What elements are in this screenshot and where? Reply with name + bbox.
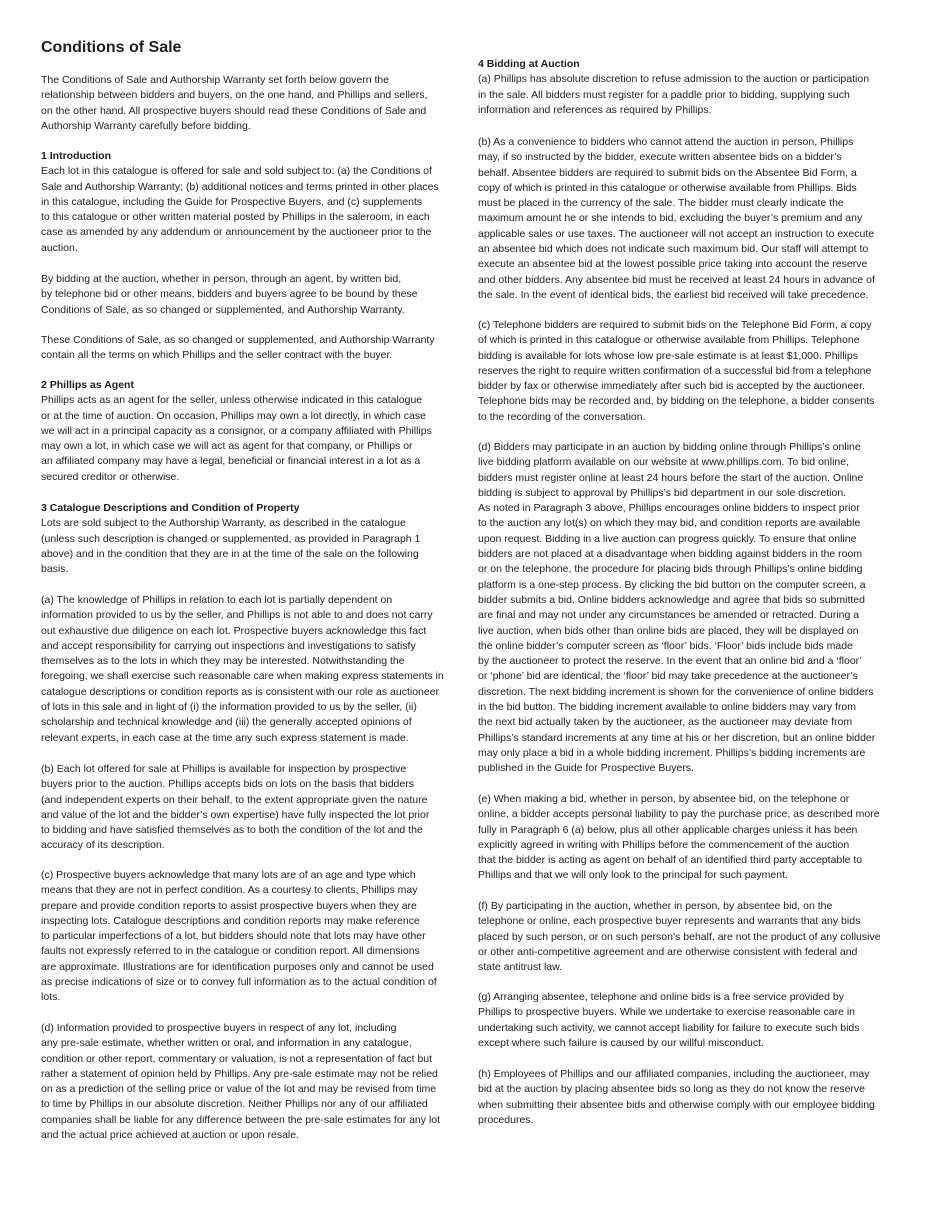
- text-line: (a) The knowledge of Phillips in relation to each lot is partially dependent on: [41, 594, 393, 606]
- text-line: or other anti-competitive agreement and are otherwise consistent with federal and: [478, 945, 858, 958]
- text-line: themselves as to the lots in which they may be interested. Notwithstanding the: [41, 655, 405, 668]
- text-line: or ‘phone’ bid are identical, the ‘floor’ bid may take precedence at the auctioneer’s: [478, 670, 858, 683]
- text-line: bid at the auction by placing absentee bids so long as they do not know the reserve: [478, 1083, 866, 1096]
- text-line: above) and in the condition that they are in at the time of the sale on the following: [41, 547, 419, 560]
- text-line: relevant experts, in each case at the time any such express statement is made.: [41, 731, 409, 744]
- text-line: live auction, when bids other than online bids are placed, they will be displayed on: [478, 624, 859, 637]
- text-line: copy of which is printed in this catalogue or otherwise available from Phillips. Bids: [478, 181, 857, 194]
- text-line: bidder by fax or otherwise immediately after such bid is accepted by the auctioneer.: [478, 380, 865, 393]
- text-line: auction.: [41, 241, 78, 254]
- text-line: and the actual price achieved at auction or upon resale.: [41, 1129, 300, 1142]
- text-line: any pre-sale estimate, whether written or oral, and information in any catalogue,: [41, 1037, 412, 1050]
- paragraph: [478, 990, 892, 1051]
- text-line: upon request. Bidding in a live auction can progress quickly. To ensure that online: [478, 532, 857, 545]
- text-line: in this catalogue, including the Guide for Prospective Buyers, and (c) supplements: [41, 195, 423, 208]
- text-line: case as amended by any addendum or announcement by the auctioneer prior to the: [41, 226, 432, 239]
- section-heading: 4 Bidding at Auction: [478, 58, 580, 70]
- text-line: scholarship and technical knowledge and (iii) the generally accepted opinions of: [41, 716, 412, 729]
- text-line: an absentee bid which does not indicate such maximum bid. Our staff will attempt to: [478, 243, 869, 256]
- text-line: to bidding and have satisfied themselves as to both the condition of the lot and the: [41, 824, 423, 837]
- text-line: Phillips acts as an agent for the seller, unless otherwise indicated in this catalogue: [41, 394, 423, 407]
- paragraph: [41, 1021, 461, 1143]
- text-line: information and references as required by Phillips.: [478, 103, 712, 116]
- text-line: must be placed in the currency of the sale. The bidder must clearly indicate the: [478, 197, 844, 210]
- text-line: or at the time of auction. On occasion, Phillips may own a lot directly, in which case: [41, 409, 426, 422]
- text-line: By bidding at the auction, whether in person, through an agent, by written bid,: [41, 273, 402, 285]
- section: [478, 57, 892, 118]
- text-line: or on the telephone, the procedure for placing bids through Phillips’s online bidding: [478, 563, 863, 576]
- text-line: (h) Employees of Phillips and our affiliated companies, including the auctioneer, may: [478, 1068, 870, 1080]
- text-line: Sale and Authorship Warranty; (b) additional notices and terms printed in other places: [41, 180, 439, 193]
- text-line: Lots are sold subject to the Authorship Warranty, as described in the catalogue: [41, 517, 406, 530]
- text-line: the online bidder’s computer screen as ‘floor’ bids. ‘Floor’ bids include bids made: [478, 639, 853, 652]
- paragraph: [41, 73, 461, 134]
- text-line: as precise indications of size or to convey full information as to the actual condition of: [41, 976, 437, 989]
- text-line: (and independent experts on their behalf, to the extent appropriate given the nature: [41, 793, 428, 806]
- text-line: bidders must register online at least 24 hours before the start of the auction. Online: [478, 471, 864, 484]
- text-line: applicable sales or use taxes. The auctioneer will not accept an instruction to execute: [478, 227, 875, 240]
- text-line: execute an absentee bid at the lowest possible price taking into account the reserve: [478, 258, 868, 271]
- text-line: Authorship Warranty carefully before bidding.: [41, 119, 251, 132]
- text-line: lots.: [41, 991, 61, 1004]
- text-line: (unless such description is changed or supplemented, as provided in Paragraph 1: [41, 532, 421, 545]
- text-line: foregoing, we shall exercise such reasonable care when making express statements in: [41, 670, 444, 683]
- text-line: except where such failure is caused by our willful misconduct.: [478, 1036, 764, 1049]
- text-line: by the auctioneer to protect the reserve. In the event that an online bid and a ‘floor’: [478, 655, 862, 668]
- text-line: information provided to us by the seller, and Phillips is not able to and does not carry: [41, 609, 433, 622]
- paragraph: [41, 868, 461, 1006]
- text-line: live bidding platform available on our website at www.phillips.com. To bid online,: [478, 456, 850, 469]
- text-line: (d) Bidders may participate in an auction by bidding online through Phillips’s online: [478, 441, 861, 453]
- text-line: relationship between bidders and buyers, on the one hand, and Phillips and sellers,: [41, 89, 428, 102]
- text-line: behalf. Absentee bidders are required to submit bids on the Absentee Bid Form, a: [478, 166, 857, 179]
- text-line: accuracy of its description.: [41, 839, 165, 852]
- text-line: catalogue descriptions or condition reports as is consistent with our role as auctioneer: [41, 685, 440, 698]
- section: [41, 378, 461, 485]
- text-line: (g) Arranging absentee, telephone and online bids is a free service provided by: [478, 991, 844, 1003]
- text-line: are approximate. Illustrations are for identification purposes only and cannot be used: [41, 960, 434, 973]
- paragraph: [41, 762, 461, 854]
- text-line: (c) Telephone bidders are required to submit bids on the Telephone Bid Form, a copy: [478, 319, 872, 331]
- paragraph: [478, 899, 892, 975]
- paragraph: [478, 318, 892, 425]
- text-line: to particular imperfections of a lot, but bidders should note that lots may have other: [41, 930, 426, 943]
- text-line: by telephone bid or other means, bidders and buyers agree to be bound by these: [41, 288, 418, 301]
- text-line: prepare and provide condition reports to assist prospective buyers when they are: [41, 899, 417, 912]
- section-heading: 1 Introduction: [41, 150, 111, 162]
- text-line: to the recording of the conversation.: [478, 410, 646, 423]
- text-line: when submitting their absentee bids and otherwise comply with our employee bidding: [478, 1098, 875, 1111]
- text-line: an affiliated company may have a legal, beneficial or financial interest in a lot as a: [41, 455, 421, 468]
- text-line: telephone or online, each prospective buyer represents and warrants that any bids: [478, 915, 861, 928]
- text-line: to this catalogue or other written material posted by Phillips in the saleroom, in each: [41, 211, 430, 224]
- text-line: (e) When making a bid, whether in person, by absentee bid, on the telephone or: [478, 793, 850, 805]
- paragraph: [478, 1067, 892, 1128]
- text-line: Conditions of Sale, as so changed or supplemented, and Authorship Warranty.: [41, 303, 405, 316]
- text-line: Phillips’s standard increments at any time at his or her discretion, but an online bidder: [478, 731, 876, 744]
- text-line: online, a bidder accepts personal liability to pay the purchase price, as described more: [478, 808, 880, 821]
- paragraph: [478, 135, 892, 303]
- text-line: state antitrust law.: [478, 961, 563, 974]
- text-line: (b) Each lot offered for sale at Phillips is available for inspection by prospective: [41, 763, 407, 775]
- section: [41, 149, 461, 256]
- text-line: may own a lot, in which case we will act as agent for that company, or Phillips or: [41, 440, 413, 453]
- text-line: bidding is subject to approval by Phillips’s bid department in our sole discretion.: [478, 486, 847, 499]
- text-line: rather a statement of opinion held by Phillips. Any pre-sale estimate may not be relied: [41, 1067, 438, 1080]
- text-line: Phillips to prospective buyers. While we undertake to exercise reasonable care in: [478, 1006, 856, 1019]
- section-heading: 2 Phillips as Agent: [41, 379, 134, 391]
- text-line: Each lot in this catalogue is offered for sale and sold subject to: (a) the Conditions of: [41, 165, 432, 178]
- text-line: bidding is available for lots whose low pre-sale estimate is at least $1,000. Phillips: [478, 349, 858, 362]
- text-line: to the auction any lot(s) on which they may bid, and condition reports are available: [478, 517, 861, 530]
- text-line: basis.: [41, 563, 69, 576]
- text-line: contain all the terms on which Phillips and the seller contract with the buyer.: [41, 349, 393, 362]
- text-line: and accept responsibility for carrying out inspections and investigations to satisfy: [41, 639, 416, 652]
- text-line: that the bidder is acting as agent on behalf of an identified third party acceptable to: [478, 854, 863, 867]
- text-line: procedures.: [478, 1113, 534, 1126]
- text-line: and value of the lot and the bidder’s own expertise) have fully inspected the lot prior: [41, 808, 430, 821]
- text-line: (a) Phillips has absolute discretion to refuse admission to the auction or participation: [478, 73, 870, 86]
- text-line: the sale. In the event of identical bids, the earliest bid received will take precedence.: [478, 288, 869, 301]
- paragraph: [478, 792, 892, 884]
- paragraph: [41, 593, 461, 746]
- text-line: are final and may not under any circumstances be amended or retracted. During a: [478, 609, 860, 622]
- text-line: means that they are not in perfect condition. As a courtesy to clients, Phillips may: [41, 884, 418, 897]
- text-line: inspecting lots. Catalogue descriptions and condition reports may make reference: [41, 914, 420, 927]
- text-line: condition or other report, commentary or valuation, is not a representation of fact but: [41, 1052, 433, 1065]
- text-line: published in the Guide for Prospective Buyers.: [478, 762, 694, 775]
- text-line: companies shall be liable for any difference between the pre-sale estimates for any lot: [41, 1113, 441, 1126]
- text-line: in the bid button. The bidding increment available to online bidders may vary from: [478, 701, 857, 714]
- text-line: out exhaustive due diligence on each lot. Prospective buyers acknowledge this fact: [41, 624, 427, 637]
- text-line: platform is a one-step process. By clicking the bid button on the computer screen, a: [478, 578, 866, 591]
- paragraph: [41, 333, 461, 364]
- text-line: bidders are not placed at a disadvantage when bidding against bidders in the room: [478, 548, 863, 561]
- text-line: The Conditions of Sale and Authorship Warranty set forth below govern the: [41, 74, 390, 86]
- paragraph: [41, 272, 461, 318]
- text-line: (f) By participating in the auction, whether in person, by absentee bid, on the: [478, 900, 833, 912]
- text-line: on as a prediction of the selling price or value of the lot and may be revised from time: [41, 1083, 437, 1096]
- text-line: discretion. The next bidding increment is shown for the convenience of online bidders: [478, 685, 874, 698]
- text-line: secured creditor or otherwise.: [41, 470, 180, 483]
- text-line: (b) As a convenience to bidders who cannot attend the auction in person, Phillips: [478, 136, 854, 148]
- text-line: These Conditions of Sale, as so changed or supplemented, and Authorship Warranty: [41, 334, 435, 346]
- text-line: of which is printed in this catalogue or otherwise available from Phillips. Telephone: [478, 334, 860, 347]
- text-line: may only place a bid in a whole bidding increment. Phillips’s bidding increments are: [478, 746, 866, 759]
- text-line: to time by Phillips in our absolute discretion. Neither Phillips nor any of our affiliated: [41, 1098, 428, 1111]
- section: [41, 501, 461, 577]
- text-line: fully in Paragraph 6 (a) below, plus all other applicable charges unless it has been: [478, 823, 858, 836]
- text-line: on the other hand. All prospective buyers should read these Conditions of Sale and: [41, 104, 427, 117]
- text-line: the next bid actually taken by the auctioneer, as the auctioneer may deviate from: [478, 716, 853, 729]
- text-line: (d) Information provided to prospective buyers in respect of any lot, including: [41, 1022, 397, 1034]
- text-line: undertaking such activity, we cannot accept liability for failure to execute such bids: [478, 1021, 860, 1034]
- text-line: maximum amount he or she intends to bid, excluding the buyer’s premium and any: [478, 212, 863, 225]
- text-line: of lots in this sale and in light of (i) the information provided to us by the seller, (ii): [41, 701, 417, 714]
- page-title: Conditions of Sale: [41, 39, 182, 56]
- text-line: faults not expressly referred to in the catalogue or condition report. All dimensions: [41, 945, 420, 958]
- text-line: (c) Prospective buyers acknowledge that many lots are of an age and type which: [41, 869, 416, 881]
- text-line: buyers prior to the auction. Phillips accepts bids on lots on the basis that bidders: [41, 778, 414, 791]
- text-line: we will act in a principal capacity as a consignor, or a company affiliated with Phillips: [41, 424, 432, 437]
- text-line: As noted in Paragraph 3 above, Phillips encourages online bidders to inspect prior: [478, 502, 860, 515]
- text-line: explicitly agreed in writing with Phillips before the commencement of the auction: [478, 838, 850, 851]
- paragraph: [478, 440, 892, 777]
- text-line: Phillips and that we will only look to the principal for such payment.: [478, 869, 788, 882]
- section-heading: 3 Catalogue Descriptions and Condition of Property: [41, 502, 300, 514]
- text-line: bidder submits a bid. Online bidders acknowledge and agree that bids so submitted: [478, 593, 865, 606]
- text-line: in the sale. All bidders must register for a paddle prior to bidding, supplying such: [478, 88, 850, 101]
- text-line: and other bidders. Any absentee bid must be received at least 24 hours in advance of: [478, 273, 875, 286]
- text-line: may, if so instructed by the bidder, execute written absentee bids on a bidder’s: [478, 151, 842, 164]
- text-line: placed by such person, or on such person’s behalf, are not the product of any collusive: [478, 930, 881, 943]
- text-line: Telephone bids may be recorded and, by bidding on the telephone, a bidder consents: [478, 395, 875, 408]
- text-line: reserves the right to require written confirmation of a successful bid from a telephone: [478, 364, 872, 377]
